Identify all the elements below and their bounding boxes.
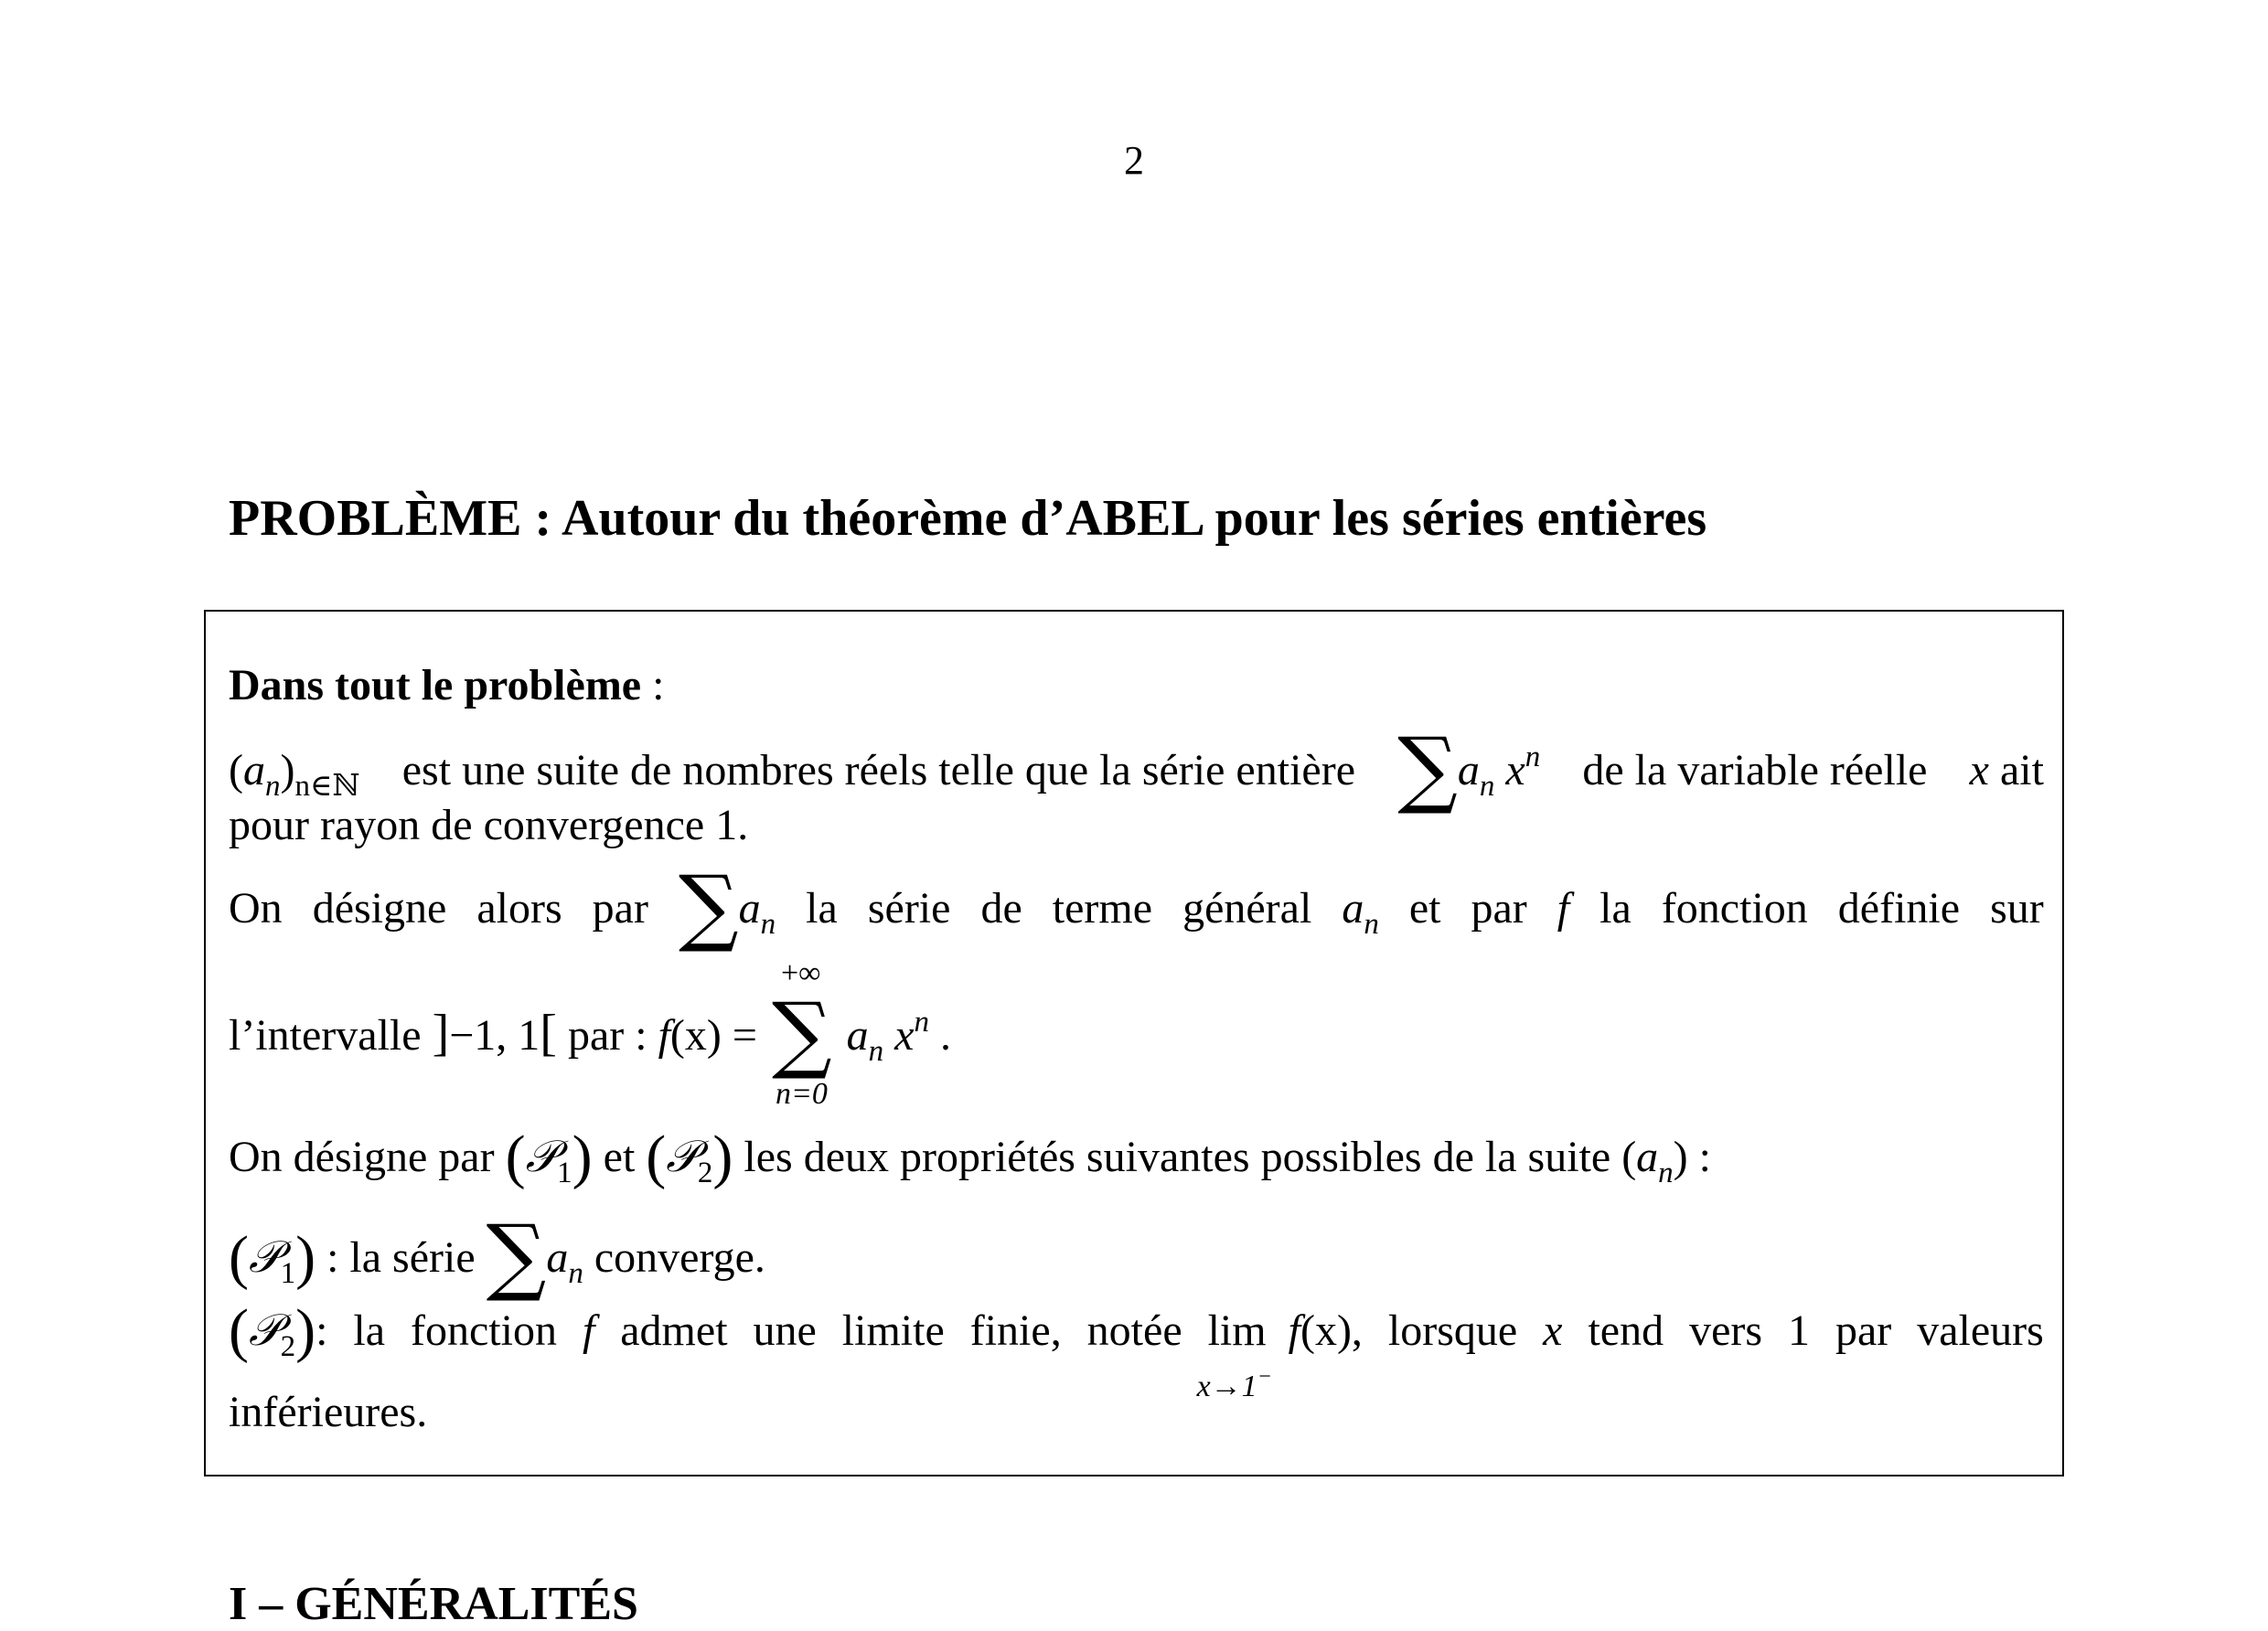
word: notée (1086, 1306, 1182, 1355)
word: général (1182, 884, 1312, 933)
word: admet (620, 1306, 728, 1355)
series-sum (771, 956, 832, 1111)
word: valeurs (1917, 1306, 2044, 1355)
word: et (603, 1133, 636, 1181)
power-series: $\sum a_n$ $x^n$ (1397, 720, 1541, 817)
word: la (1599, 884, 1631, 933)
word: On (229, 884, 283, 933)
word: lorsque (1387, 1306, 1518, 1355)
word: sur (1990, 884, 2044, 933)
page-number: 2 (1124, 138, 1144, 183)
sum-symbol: ∑ (1397, 720, 1458, 817)
variable-text: de la variable réelle (1582, 746, 1928, 794)
text: les deux propriétés suivantes possibles de la suite (744, 1133, 1611, 1181)
problem-title: PROBLÈME : Autour du théorème d’ABEL pour les séries entières (229, 490, 1707, 547)
sum-upper-bound: +∞ (780, 956, 821, 990)
intro-bold: Dans tout le problème (229, 661, 642, 709)
series-an: $\sum a_n$ (678, 858, 776, 955)
word: fonction (411, 1306, 557, 1355)
property-p2-line (229, 1297, 2044, 1403)
word: par : (567, 1011, 647, 1060)
word: limite (841, 1306, 945, 1355)
function-f: f (582, 1306, 595, 1355)
word: terme (1052, 884, 1153, 933)
word: série (867, 884, 951, 933)
word: finie, (969, 1306, 1062, 1355)
definition-line (229, 858, 2044, 955)
word: vers (1689, 1306, 1763, 1355)
word: la (353, 1306, 386, 1355)
word: par (1471, 884, 1527, 933)
sequence-an: $(a_n)$ (1621, 1133, 1688, 1189)
radius-line: pour rayon de convergence 1. (229, 801, 749, 849)
function-definition-line (229, 956, 951, 1111)
text: converge. (594, 1233, 765, 1282)
function-expression: f(x) = (658, 1011, 757, 1060)
property-p1: (𝒫$_1$) (505, 1124, 593, 1190)
word: définie (1837, 884, 1961, 933)
sequence-notation: $(a_n)_{n\in ℕ}$ (229, 746, 360, 803)
limit-expression: lim x→1− f(x), (1208, 1304, 1363, 1359)
word: la (806, 884, 838, 933)
word: et (1408, 884, 1441, 933)
intro-line (229, 658, 664, 713)
text: On désigne par (229, 1133, 495, 1181)
limit-subscript: x→1− (1196, 1365, 1272, 1403)
function-f: f (1557, 884, 1570, 933)
property-p2-label: (𝒫$_2$): (229, 1297, 328, 1364)
variable-x: x ait (1969, 746, 2044, 794)
word: désigne (312, 884, 447, 933)
sequence-text: est une suite de nombres réels telle que la série entière (401, 746, 1355, 794)
series-term: $a_n$ $x^n$ . (846, 1006, 951, 1068)
intro-colon: : (641, 661, 665, 709)
word: par (592, 884, 648, 933)
properties-intro-line (229, 1124, 1711, 1200)
word: l’intervalle (229, 1011, 422, 1060)
word: 1 (1788, 1306, 1810, 1355)
property-p1-label: (𝒫$_1$) (229, 1224, 316, 1291)
series-an: $\sum a_n$ (486, 1207, 583, 1305)
text: : la série (326, 1233, 476, 1282)
word: tend (1588, 1306, 1664, 1355)
sum-lower-bound: n=0 (775, 1077, 828, 1111)
sum-symbol: ∑ (771, 985, 832, 1082)
colon: : (1698, 1133, 1711, 1181)
property-p2: (𝒫$_2$) (646, 1124, 733, 1190)
word: par (1835, 1306, 1892, 1355)
word: de (980, 884, 1022, 933)
var-x: x (1543, 1306, 1563, 1355)
word: fonction (1661, 884, 1808, 933)
section-heading: I – GÉNÉRALITÉS (229, 1578, 638, 1630)
word: alors (476, 884, 562, 933)
lim-operator: lim (1207, 1306, 1267, 1355)
closing-line: inférieures. (229, 1388, 428, 1436)
word: une (753, 1306, 817, 1355)
property-p1-line (229, 1207, 765, 1305)
term-an: $a_n$ (1342, 884, 1379, 941)
interval: ]−1, 1[ (432, 1005, 557, 1061)
